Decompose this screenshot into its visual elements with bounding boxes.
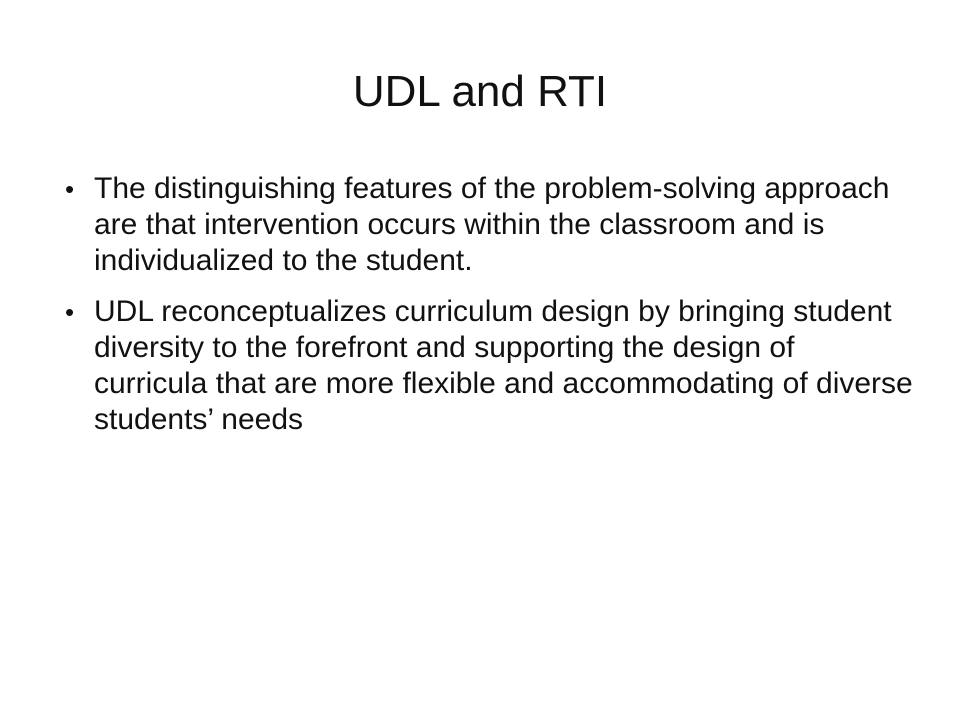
bullet-dot-icon: • <box>65 174 75 204</box>
bullet-text: UDL reconceptualizes curriculum design by bringing student diversity to the forefront and supporting the design of curricula that are more flexible and accommodating of diverse students’ needs <box>94 295 913 436</box>
bullet-item <box>65 171 914 279</box>
slide-title: UDL and RTI <box>352 67 608 116</box>
bullet-text: The distinguishing features of the problem-solving approach are that intervention occurs within the classroom and is individualized to the student. <box>94 172 890 277</box>
bullet-list <box>65 171 914 453</box>
bullet-dot-icon: • <box>65 297 75 327</box>
bullet-item <box>65 294 914 438</box>
